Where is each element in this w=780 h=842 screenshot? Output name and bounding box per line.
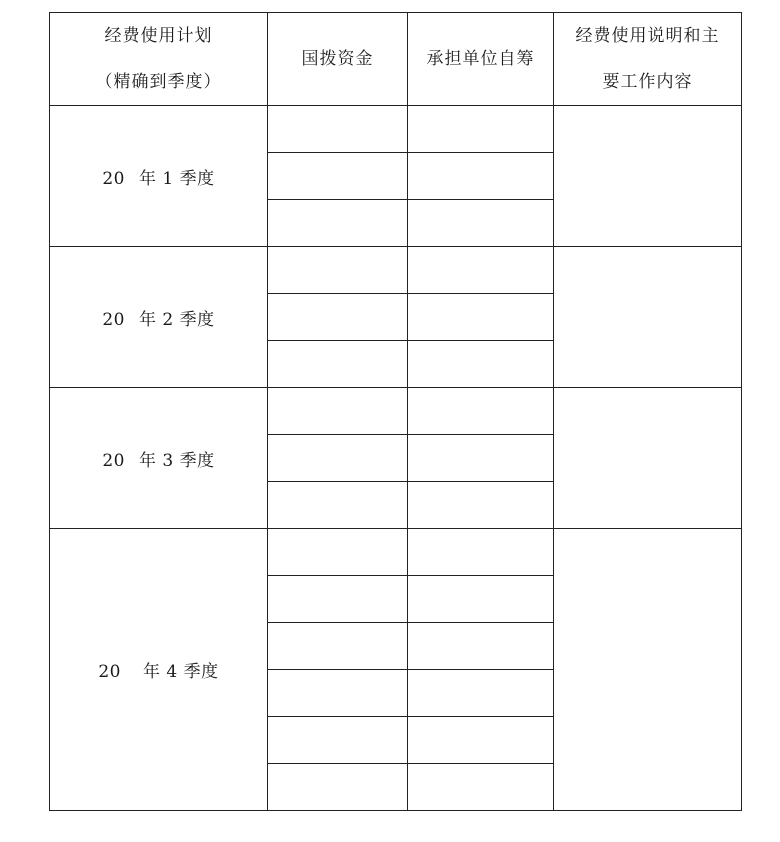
quarter-2-label bbox=[50, 247, 268, 388]
header-plan bbox=[50, 13, 268, 106]
quarter-3-row bbox=[50, 388, 742, 435]
quarter-3-description-cell[interactable] bbox=[554, 388, 742, 529]
quarter-2-state-fund-cell[interactable] bbox=[268, 294, 408, 341]
quarter-4-self-raised-cell[interactable] bbox=[408, 576, 554, 623]
header-self-raised: 承担单位自筹 bbox=[408, 13, 554, 106]
quarter-4-label bbox=[50, 529, 268, 811]
quarter-4-self-raised-cell[interactable] bbox=[408, 623, 554, 670]
quarter-4-year: 20 bbox=[98, 662, 121, 682]
quarter-1-state-fund-cell[interactable] bbox=[268, 153, 408, 200]
quarter-1-self-raised-cell[interactable] bbox=[408, 153, 554, 200]
quarter-4-self-raised-cell[interactable] bbox=[408, 670, 554, 717]
quarter-1-state-fund-cell[interactable] bbox=[268, 106, 408, 153]
quarter-1-self-raised-cell[interactable] bbox=[408, 106, 554, 153]
quarter-2-year: 20 bbox=[102, 309, 125, 330]
quarter-4-state-fund-cell[interactable] bbox=[268, 529, 408, 576]
header-description bbox=[554, 13, 742, 106]
quarter-1-label bbox=[50, 106, 268, 247]
quarter-4-self-raised-cell[interactable] bbox=[408, 717, 554, 764]
header-plan-line-1: 经费使用计划 bbox=[104, 26, 213, 46]
quarter-4-name: 年 4 季度 bbox=[143, 662, 219, 682]
header-plan-line-2: （精确到季度） bbox=[95, 72, 222, 92]
quarter-4-self-raised-cell[interactable] bbox=[408, 764, 554, 811]
quarter-3-state-fund-cell[interactable] bbox=[268, 482, 408, 529]
quarter-4-state-fund-cell[interactable] bbox=[268, 717, 408, 764]
header-description-line-2: 要工作内容 bbox=[602, 72, 693, 92]
header-row bbox=[50, 13, 742, 106]
quarter-1-description-cell[interactable] bbox=[554, 106, 742, 247]
header-state-fund: 国拨资金 bbox=[268, 13, 408, 106]
header-description-line-1: 经费使用说明和主 bbox=[575, 26, 720, 46]
quarter-3-self-raised-cell[interactable] bbox=[408, 388, 554, 435]
quarter-2-self-raised-cell[interactable] bbox=[408, 341, 554, 388]
funding-plan-table bbox=[49, 12, 742, 811]
quarter-2-description-cell[interactable] bbox=[554, 247, 742, 388]
quarter-4-state-fund-cell[interactable] bbox=[268, 670, 408, 717]
quarter-1-row bbox=[50, 106, 742, 153]
quarter-2-state-fund-cell[interactable] bbox=[268, 247, 408, 294]
quarter-2-row bbox=[50, 247, 742, 294]
quarter-1-name: 年 1 季度 bbox=[139, 168, 215, 189]
quarter-4-state-fund-cell[interactable] bbox=[268, 764, 408, 811]
quarter-1-year: 20 bbox=[102, 168, 125, 189]
quarter-3-label bbox=[50, 388, 268, 529]
quarter-3-self-raised-cell[interactable] bbox=[408, 482, 554, 529]
quarter-2-self-raised-cell[interactable] bbox=[408, 294, 554, 341]
quarter-4-row bbox=[50, 529, 742, 576]
quarter-3-state-fund-cell[interactable] bbox=[268, 388, 408, 435]
quarter-3-self-raised-cell[interactable] bbox=[408, 435, 554, 482]
quarter-1-self-raised-cell[interactable] bbox=[408, 200, 554, 247]
quarter-3-state-fund-cell[interactable] bbox=[268, 435, 408, 482]
quarter-3-name: 年 3 季度 bbox=[139, 450, 215, 471]
quarter-1-state-fund-cell[interactable] bbox=[268, 200, 408, 247]
quarter-2-state-fund-cell[interactable] bbox=[268, 341, 408, 388]
quarter-4-state-fund-cell[interactable] bbox=[268, 623, 408, 670]
quarter-4-state-fund-cell[interactable] bbox=[268, 576, 408, 623]
quarter-3-year: 20 bbox=[102, 450, 125, 471]
quarter-4-self-raised-cell[interactable] bbox=[408, 529, 554, 576]
quarter-2-self-raised-cell[interactable] bbox=[408, 247, 554, 294]
quarter-4-description-cell[interactable] bbox=[554, 529, 742, 811]
quarter-2-name: 年 2 季度 bbox=[139, 309, 215, 330]
